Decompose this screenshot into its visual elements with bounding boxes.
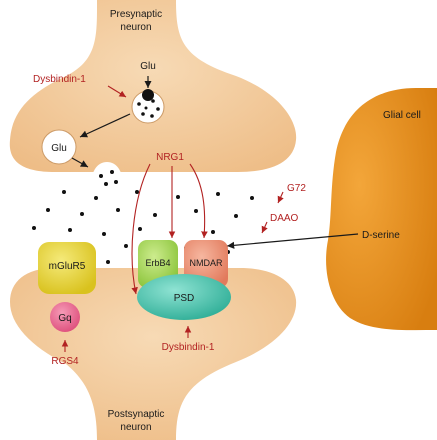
nmdar-label: NMDAR — [189, 258, 223, 268]
erbb4-label: ErbB4 — [145, 258, 171, 268]
arrow-nrg1-to-nmdar — [190, 164, 205, 238]
presynaptic-label-2: neuron — [120, 22, 152, 33]
glial-cell-label: Glial cell — [383, 110, 421, 121]
glu-top-label: Glu — [140, 61, 156, 72]
nrg1-label: NRG1 — [156, 152, 184, 163]
rgs4-label: RGS4 — [51, 356, 79, 367]
glial-cell — [326, 88, 437, 330]
g72-label: G72 — [287, 183, 306, 194]
postsynaptic-label-2: neuron — [120, 422, 152, 433]
presynaptic-label-1: Presynaptic — [109, 9, 163, 20]
dserine-label: D-serine — [362, 230, 400, 241]
arrow-daao — [262, 222, 267, 233]
psd-label: PSD — [173, 293, 195, 304]
glu-molecule — [142, 89, 154, 101]
arrow-g72 — [278, 192, 283, 203]
mglur5-label: mGluR5 — [48, 261, 86, 272]
dysbindin-bottom-label: Dysbindin-1 — [161, 342, 215, 353]
daao-label: DAAO — [270, 213, 299, 224]
dysbindin-top-label: Dysbindin-1 — [33, 74, 86, 85]
glu-vesicle-label: Glu — [51, 143, 67, 154]
postsynaptic-label-1: Postsynaptic — [107, 409, 165, 420]
gq-label: Gq — [58, 313, 72, 324]
